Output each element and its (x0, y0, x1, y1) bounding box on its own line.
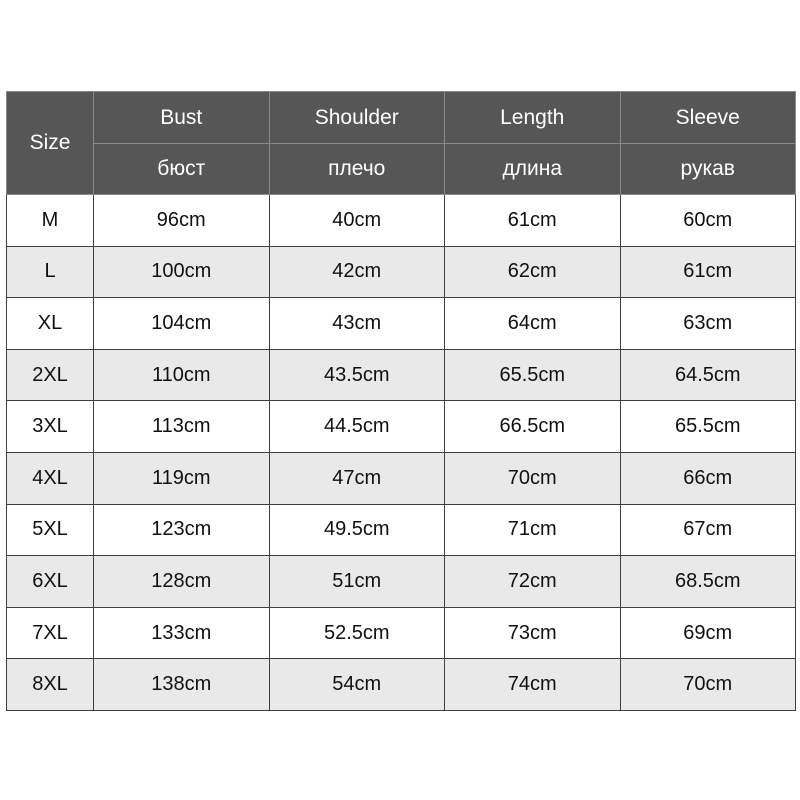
cell-size: 8XL (7, 659, 94, 711)
cell-sleeve: 61cm (620, 246, 796, 298)
cell-sleeve: 69cm (620, 607, 796, 659)
table-header (7, 92, 796, 195)
cell-bust: 133cm (94, 607, 270, 659)
header-row-russian (7, 144, 796, 195)
header-length-ru: длина (445, 144, 621, 195)
table-row (7, 452, 796, 504)
cell-sleeve: 70cm (620, 659, 796, 711)
cell-bust: 100cm (94, 246, 270, 298)
cell-length: 65.5cm (445, 349, 621, 401)
cell-size: 6XL (7, 556, 94, 608)
table-row (7, 659, 796, 711)
header-bust-ru: бюст (94, 144, 270, 195)
cell-bust: 110cm (94, 349, 270, 401)
cell-size: 4XL (7, 452, 94, 504)
cell-size: 5XL (7, 504, 94, 556)
table-row (7, 246, 796, 298)
table-row (7, 504, 796, 556)
cell-length: 70cm (445, 452, 621, 504)
cell-bust: 119cm (94, 452, 270, 504)
cell-shoulder: 51cm (269, 556, 445, 608)
cell-bust: 128cm (94, 556, 270, 608)
cell-shoulder: 43.5cm (269, 349, 445, 401)
cell-bust: 113cm (94, 401, 270, 453)
table-row (7, 556, 796, 608)
cell-size: 3XL (7, 401, 94, 453)
cell-shoulder: 52.5cm (269, 607, 445, 659)
cell-bust: 104cm (94, 298, 270, 350)
cell-length: 66.5cm (445, 401, 621, 453)
cell-size: XL (7, 298, 94, 350)
cell-bust: 96cm (94, 195, 270, 247)
table-row (7, 298, 796, 350)
cell-sleeve: 64.5cm (620, 349, 796, 401)
cell-length: 71cm (445, 504, 621, 556)
cell-length: 64cm (445, 298, 621, 350)
cell-sleeve: 68.5cm (620, 556, 796, 608)
cell-size: 7XL (7, 607, 94, 659)
header-sleeve-ru: рукав (620, 144, 796, 195)
header-size: Size (7, 92, 94, 195)
header-length-en: Length (445, 92, 621, 144)
cell-shoulder: 54cm (269, 659, 445, 711)
cell-sleeve: 65.5cm (620, 401, 796, 453)
header-sleeve-en: Sleeve (620, 92, 796, 144)
cell-shoulder: 47cm (269, 452, 445, 504)
cell-size: L (7, 246, 94, 298)
table-row (7, 401, 796, 453)
cell-length: 74cm (445, 659, 621, 711)
cell-length: 72cm (445, 556, 621, 608)
cell-bust: 138cm (94, 659, 270, 711)
cell-shoulder: 42cm (269, 246, 445, 298)
cell-sleeve: 67cm (620, 504, 796, 556)
table-body (7, 195, 796, 711)
cell-size: M (7, 195, 94, 247)
table-row (7, 607, 796, 659)
table-row (7, 195, 796, 247)
cell-sleeve: 63cm (620, 298, 796, 350)
cell-length: 73cm (445, 607, 621, 659)
header-row-english (7, 92, 796, 144)
cell-length: 62cm (445, 246, 621, 298)
cell-size: 2XL (7, 349, 94, 401)
size-chart-table (6, 91, 796, 711)
cell-shoulder: 40cm (269, 195, 445, 247)
table-row (7, 349, 796, 401)
cell-sleeve: 60cm (620, 195, 796, 247)
cell-bust: 123cm (94, 504, 270, 556)
header-shoulder-ru: плечо (269, 144, 445, 195)
cell-length: 61cm (445, 195, 621, 247)
header-bust-en: Bust (94, 92, 270, 144)
cell-shoulder: 49.5cm (269, 504, 445, 556)
cell-shoulder: 44.5cm (269, 401, 445, 453)
cell-sleeve: 66cm (620, 452, 796, 504)
header-shoulder-en: Shoulder (269, 92, 445, 144)
cell-shoulder: 43cm (269, 298, 445, 350)
